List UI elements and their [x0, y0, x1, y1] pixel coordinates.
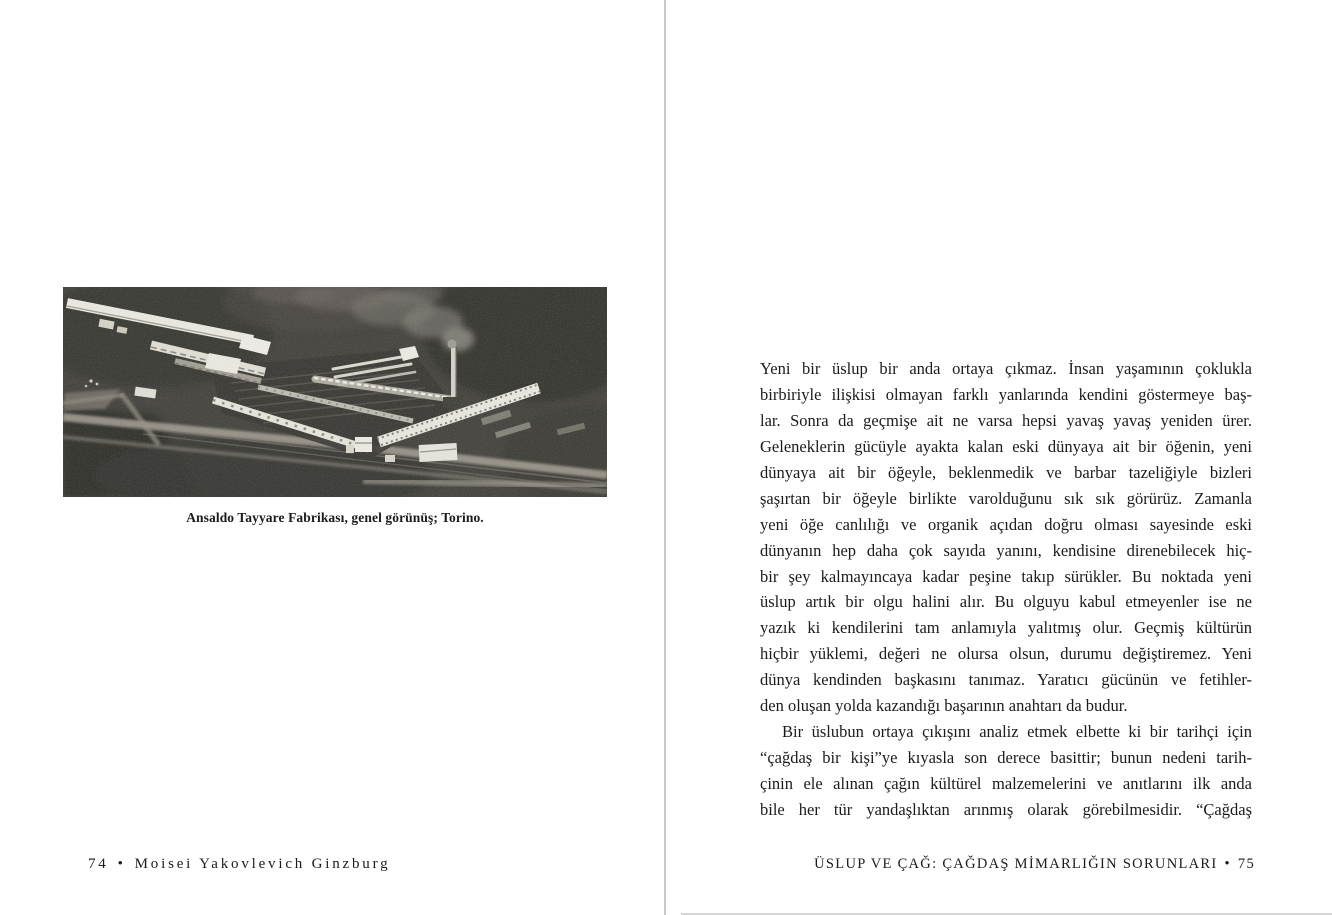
body-text-line: çinin ele alınan çağın kültürel malzemelerini ve anıtlarını ilk anda: [760, 774, 1252, 793]
page-divider: [664, 0, 666, 915]
body-text-line: şaşırtan bir öğeyle birlikte varolduğunu sık sık görürüz. Zamanla: [760, 488, 1252, 508]
body-text-line: bir şey kalmayıncaya kadar peşine takıp sürükler. Bu noktada yeni: [760, 566, 1252, 586]
body-text-line: Bir üslubun ortaya çıkışını analiz etmek elbette ki bir tarihçi için: [782, 722, 1252, 742]
body-text: [760, 356, 1252, 823]
body-text-line: dünya kendinden başkasını tanımaz. Yaratıcı gücünün ve fetihler-: [760, 670, 1252, 690]
body-text-line: yeni öğe canlılığı ve organik açıdan doğru olması sayesinde eski: [760, 514, 1252, 534]
body-text-line: dünyanın hep daha çok sayıda yanını, kendisine direnebilecek hiç-: [760, 540, 1252, 560]
left-running-title: Moisei Yakovlevich Ginzburg: [134, 856, 391, 872]
body-text-line: lar. Sonra da geçmişe ait ne varsa hepsi yavaş yavaş yeniden ürer.: [760, 410, 1252, 430]
body-text-line: dünyaya ait bir öğeyle, beklenmedik ve barbar tazeliğiyle bizleri: [760, 462, 1252, 482]
body-text-line: hiçbir yüklemi, değeri ne olursa olsun, durumu değiştiremez. Yeni: [760, 644, 1252, 664]
body-text-line: yazık ki kendilerini tam anlamıyla yalıtmış olur. Geçmiş kültürün: [760, 618, 1252, 638]
body-text-line: üslup artık bir olgu halini alır. Bu olguyu kabul etmeyenler ise ne: [760, 592, 1252, 612]
body-text-line: den oluşan yolda kazandığı başarının anahtarı da budur.: [760, 696, 1128, 716]
right-page-number: 75: [1237, 856, 1255, 872]
bullet-separator: •: [117, 856, 126, 872]
body-text-line: Yeni bir üslup bir anda ortaya çıkmaz. İnsan yaşamının çoklukla: [760, 359, 1252, 378]
body-text-line: “çağdaş bir kişi”ye kıyasla son derece basittir; bunun nedeni tarih-: [760, 748, 1252, 768]
right-page-footer: [667, 856, 1255, 873]
body-text-line: birbiriyle ilişkisi olmayan farklı yanlarında kendini göstermeye baş-: [760, 384, 1252, 404]
body-text-line: bile her tür yandaşlıktan arınmış olarak görebilmesidir. “Çağdaş: [760, 799, 1252, 819]
bullet-separator: •: [1224, 856, 1231, 872]
left-page-number: 74: [88, 856, 109, 872]
right-running-title: ÜSLUP VE ÇAĞ: ÇAĞDAŞ MİMARLIĞIN SORUNLARI: [814, 856, 1218, 872]
left-page-footer: [88, 856, 390, 873]
body-text-line: Geleneklerin gücüyle ayakta kalan eski dünyaya ait bir öğenin, yeni: [760, 436, 1252, 456]
factory-aerial-photo: [63, 287, 607, 497]
aerial-photo-illustration: [63, 287, 607, 497]
film-grain-overlay: [63, 287, 607, 497]
photo-caption: Ansaldo Tayyare Fabrikası, genel görünüş; Torino.: [186, 510, 484, 525]
